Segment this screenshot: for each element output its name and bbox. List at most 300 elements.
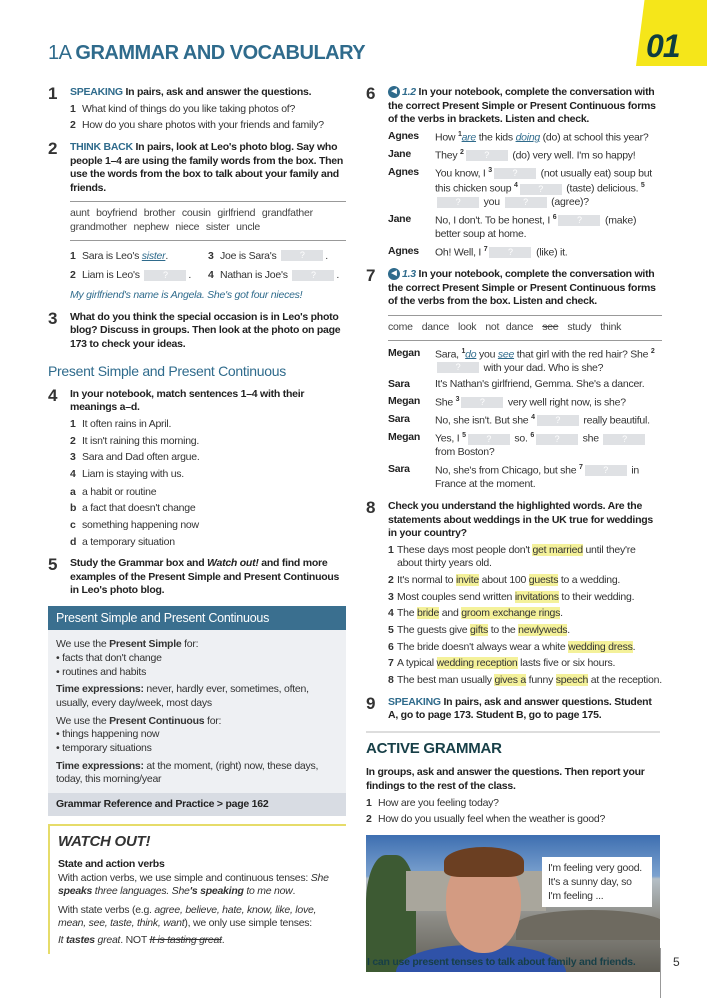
gap-number: 3 <box>455 396 460 404</box>
dialogue-line <box>388 395 662 410</box>
text-segment: are <box>461 131 477 144</box>
text-segment: you <box>481 196 503 209</box>
text-segment: sister <box>141 249 166 262</box>
exercise-1 <box>48 86 346 133</box>
right-column <box>366 86 662 972</box>
active-grammar-box <box>366 731 660 972</box>
text-segment: It is tasting great <box>149 934 222 947</box>
watch-out-box <box>48 824 346 953</box>
item-text: a fact that doesn't change <box>82 502 196 515</box>
item-number: 4 <box>70 468 76 480</box>
highlighted-word: guests <box>528 574 559 587</box>
text-segment: agree, believe, hate, know, like, love, mean, see, taste, think, want <box>58 903 317 930</box>
rich-text <box>56 638 338 652</box>
question: What kind of things do you like taking photos of? <box>82 102 296 115</box>
highlighted-word: get married <box>532 543 583 556</box>
item-text: Sara and Dad often argue. <box>82 451 200 464</box>
item-number: 2 <box>70 269 76 282</box>
highlighted-word: groom exchange rings <box>461 607 561 620</box>
text-segment: (do) at school this year? <box>540 131 649 144</box>
answer-gap[interactable]: ? <box>437 362 479 373</box>
dialogue-line <box>388 213 662 242</box>
text-segment: Nathan is Joe's <box>220 269 291 282</box>
bullet: • facts that don't change <box>56 652 162 665</box>
text-segment: that girl with the red hair? She <box>514 348 651 361</box>
item-text <box>397 641 635 655</box>
box-word: look <box>458 320 477 333</box>
gap-number: 6 <box>530 432 534 440</box>
statement <box>388 591 662 605</box>
text-segment: We use the <box>56 714 110 727</box>
item-text: something happening now <box>82 518 199 531</box>
page-number: 5 <box>673 955 680 969</box>
text-segment: do <box>465 348 477 361</box>
highlighted-word: invite <box>455 574 479 587</box>
answer-gap[interactable]: ? <box>281 250 323 261</box>
active-grammar-title: ACTIVE GRAMMAR <box>366 739 502 757</box>
text-segment: . <box>188 269 192 282</box>
statement <box>388 624 662 638</box>
can-do-statement: I can use present tenses to talk about family and friends. <box>367 956 636 968</box>
text-segment: (taste) delicious. <box>563 182 641 195</box>
item-number: 1 <box>366 796 372 809</box>
text-segment: With state verbs (e.g. <box>58 903 155 916</box>
speaker-name: Agnes <box>388 129 419 142</box>
item-number: 1 <box>70 418 76 431</box>
text-segment: Watch out! <box>207 557 259 570</box>
dialogue-text <box>435 413 650 428</box>
text-segment: tastes <box>66 934 95 947</box>
dialogue-line <box>388 148 662 163</box>
text-segment: (like) it. <box>533 246 568 259</box>
exercise-7 <box>366 268 662 492</box>
think-back-label: THINK BACK <box>70 140 133 153</box>
text-segment: see <box>497 348 515 361</box>
item-number: d <box>70 535 77 548</box>
text-segment: . <box>221 934 225 947</box>
text-segment: . <box>632 640 636 653</box>
gap-number: 2 <box>650 347 655 355</box>
box-word: think <box>600 320 622 333</box>
speaker-name: Agnes <box>388 244 419 257</box>
text-segment: doing <box>515 131 541 144</box>
meaning-item <box>70 486 346 500</box>
exercise-number: 8 <box>366 497 376 517</box>
example-sentence: My girlfriend's name is Angela. She's got four nieces! <box>70 289 303 302</box>
speaker-name: Megan <box>388 346 421 359</box>
highlighted-word: invitations <box>514 590 559 603</box>
item-text: a temporary situation <box>82 535 175 548</box>
rich-text <box>56 715 338 729</box>
highlighted-word: wedding reception <box>436 657 518 670</box>
item-number: 5 <box>388 624 394 636</box>
text-segment: about 100 <box>478 574 529 587</box>
question: How are you feeling today? <box>378 796 499 809</box>
item-number: 2 <box>388 574 394 587</box>
text-segment: Liam is Leo's <box>82 269 143 282</box>
text-segment: Present Simple <box>109 638 182 651</box>
text-segment: to me now <box>243 885 293 898</box>
highlighted-word: bride <box>417 607 440 620</box>
dialogue-text <box>435 213 662 242</box>
item-text: It often rains in April. <box>82 418 172 431</box>
gap-number: 2 <box>460 149 464 157</box>
text-segment: the kids <box>476 131 516 144</box>
answer-gap[interactable]: ? <box>537 415 579 426</box>
box-word: not dance <box>485 320 534 333</box>
text-segment: Joe is Sara's <box>220 249 280 262</box>
question: How do you usually feel when the weather is good? <box>378 813 606 826</box>
text-segment: until they're about thirty years old. <box>397 543 636 570</box>
dialogue-line <box>388 378 662 392</box>
text-segment: speaks <box>58 885 93 898</box>
instruction: What do you think the special occasion is in Leo's photo blog? Discuss in groups. Then look at the photo on page 173 to check your ideas. <box>70 310 341 350</box>
rich-text <box>58 872 338 899</box>
text-segment: (do) very well. I'm so happy! <box>509 149 636 162</box>
item-number: 3 <box>208 249 214 262</box>
item-text <box>397 607 563 621</box>
list-item <box>70 451 346 465</box>
dialogue-line <box>388 347 662 376</box>
dialogue-text <box>435 463 662 492</box>
exercise-3 <box>48 308 346 352</box>
item-number: a <box>70 485 76 498</box>
text-segment: 's speaking <box>189 885 244 898</box>
text-segment: Sara is Leo's <box>82 249 142 262</box>
meaning-item <box>70 536 346 550</box>
instruction: In groups, ask and answer the questions. Then report your findings to the rest of the class. <box>366 766 645 792</box>
highlighted-word: gives a <box>494 673 526 686</box>
text-segment: The bride doesn't always wear a white <box>397 640 569 653</box>
item-number: 1 <box>70 102 76 115</box>
item-number: b <box>70 502 77 515</box>
highlighted-word: wedding dress <box>568 640 633 653</box>
gap-number: 6 <box>552 214 557 222</box>
text-segment: How <box>435 131 458 144</box>
rich-text <box>82 250 168 264</box>
text-segment: so. <box>511 432 531 445</box>
grammar-reference-link[interactable]: Grammar Reference and Practice > page 162 <box>48 793 346 817</box>
speaker-name: Jane <box>388 148 411 161</box>
hair <box>444 847 524 877</box>
gap-number: 7 <box>579 464 583 472</box>
item-number: 3 <box>70 451 76 464</box>
speaker-name: Jane <box>388 213 411 226</box>
text-segment: . <box>165 249 169 262</box>
exercise-4 <box>48 385 346 549</box>
gap-number: 5 <box>640 182 645 190</box>
bullet: • things happening now <box>56 728 160 741</box>
rich-text <box>56 760 338 787</box>
text-segment: . <box>567 624 570 636</box>
box-word: come <box>388 320 413 333</box>
list-item <box>208 250 346 264</box>
text-segment: at the reception. <box>588 673 662 686</box>
rich-text <box>220 250 328 264</box>
audio-track[interactable]: 1.2 <box>402 86 416 98</box>
text-segment: We use the <box>56 638 110 651</box>
item-number: 2 <box>70 434 76 447</box>
text-segment: No, she isn't. But she <box>435 414 532 427</box>
item-number: 2 <box>366 813 372 826</box>
item-number: 4 <box>208 269 214 282</box>
exercise-number: 7 <box>366 266 376 286</box>
dialogue-text <box>435 347 662 376</box>
highlighted-word: speech <box>555 673 589 686</box>
answer-gap[interactable]: ? <box>603 434 645 445</box>
gap-number: 7 <box>483 245 488 253</box>
item-number: 1 <box>70 249 76 262</box>
text-segment: three languages. She <box>92 885 190 898</box>
exercise-9 <box>366 693 662 723</box>
item-number: c <box>70 518 76 531</box>
exercise-2 <box>48 138 346 303</box>
dialogue-line <box>388 166 662 210</box>
highlighted-word: gifts <box>470 624 489 636</box>
meaning-item <box>70 519 346 533</box>
text-segment: The <box>397 607 418 620</box>
rich-text <box>56 683 338 710</box>
box-word: dance <box>421 320 450 333</box>
section-heading: Present Simple and Present Continuous <box>48 362 286 379</box>
speaker-name: Sara <box>388 463 410 476</box>
exercise-number: 6 <box>366 84 376 103</box>
text-segment: she <box>579 432 602 445</box>
item-text <box>397 674 662 688</box>
rich-text <box>220 269 339 283</box>
dialogue-line <box>388 130 662 145</box>
answer-gap[interactable]: ? <box>144 270 186 281</box>
text-segment: (agree)? <box>548 196 589 209</box>
item-text <box>397 591 634 605</box>
item-number: 3 <box>388 590 394 603</box>
instruction: In your notebook, complete the conversation with the correct Present Simple or Present Continuous forms of the verbs in brackets. Listen and check. <box>388 86 656 126</box>
speech-bubble: I'm feeling very good. It's a sunny day, so I'm feeling ... <box>542 857 652 908</box>
item-number: 6 <box>388 640 394 653</box>
word-box: aunt boyfriend brother cousin girlfriend grandfather grandmother nephew niece sister uncle <box>70 201 346 240</box>
item-text: It isn't raining this morning. <box>82 434 200 447</box>
item-text <box>397 544 662 571</box>
text-segment: funny <box>526 673 556 686</box>
text-segment: great <box>94 934 121 947</box>
text-segment: It's Nathan's girlfriend, Gemma. She's a dancer. <box>435 378 645 391</box>
gap-number: 1 <box>461 347 466 355</box>
audio-icon[interactable]: ◀ <box>388 268 400 280</box>
speaker-name: Sara <box>388 378 410 391</box>
text-segment: lasts five or six hours. <box>517 657 616 670</box>
text-segment: You know, I <box>435 167 489 180</box>
question: How do you share photos with your friends and family? <box>82 119 324 132</box>
answer-gap[interactable]: ? <box>466 150 508 161</box>
dialogue-text <box>435 166 662 210</box>
lesson-title: GRAMMAR AND VOCABULARY <box>75 42 366 64</box>
left-column <box>48 86 346 954</box>
statement <box>388 657 662 671</box>
speaker-name: Megan <box>388 395 421 408</box>
dialogue-text <box>435 431 662 460</box>
text-segment: With action verbs, we use simple and continuous tenses: <box>58 871 311 884</box>
rich-text <box>70 557 346 598</box>
instruction: Check you understand the highlighted words. Are the statements about weddings in the UK true for weddings in your country? <box>388 499 654 540</box>
speaking-label: SPEAKING <box>70 86 123 98</box>
text-segment: to a wedding. <box>558 574 621 587</box>
text-segment: She <box>310 871 329 884</box>
gap-number: 3 <box>488 167 492 175</box>
text-segment: in France at the moment. <box>435 464 639 491</box>
text-segment: with your dad. Who is she? <box>481 361 604 374</box>
answer-gap[interactable]: ? <box>505 197 547 208</box>
text-segment: . <box>292 885 296 898</box>
text-segment: at the moment, (right) now, these days, today, this morning/year <box>56 759 319 786</box>
dialogue-line <box>388 413 662 428</box>
text-segment: and find more examples of the Present Simple and Present Continuous in Leo's photo blog. <box>70 557 340 597</box>
text-segment: . <box>336 269 340 282</box>
item-number: 1 <box>388 543 394 556</box>
gap-number: 4 <box>513 182 518 190</box>
exercise-number: 3 <box>48 308 58 328</box>
statement <box>388 544 662 571</box>
speaking-label: SPEAKING <box>388 695 441 708</box>
text-segment: Time expressions: <box>56 683 144 696</box>
footer-divider <box>660 948 661 998</box>
answer-gap[interactable]: ? <box>558 215 600 226</box>
page-title <box>48 40 365 66</box>
unit-number: 01 <box>646 28 680 64</box>
exercise-6 <box>366 86 662 260</box>
word-box <box>388 315 662 341</box>
item-text <box>397 624 570 638</box>
list-item <box>70 269 208 283</box>
item-text <box>397 574 620 588</box>
instruction: In your notebook, match sentences 1–4 with their meanings a–d. <box>70 387 305 414</box>
text-segment: They <box>435 149 461 162</box>
answer-gap[interactable]: ? <box>494 168 536 179</box>
item-text <box>397 657 615 671</box>
speaker-name: Agnes <box>388 166 419 179</box>
instruction: In pairs, ask and answer the questions. <box>125 86 312 98</box>
list-item <box>70 468 346 482</box>
rich-text <box>82 269 191 283</box>
answer-gap[interactable]: ? <box>461 397 503 408</box>
text-segment: . <box>325 249 328 262</box>
text-segment: ), we only use simple tenses: <box>184 917 312 930</box>
text-segment: . <box>560 607 563 620</box>
text-segment: (make) better soup at home. <box>435 214 637 241</box>
item-number: 7 <box>388 657 394 670</box>
highlighted-word: newlyweds <box>518 624 568 636</box>
statement <box>388 674 662 688</box>
text-segment: to their wedding. <box>558 590 635 603</box>
text-segment: never, hardly ever, sometimes, often, usually, every day/week, most days <box>56 683 309 709</box>
item-number: 4 <box>388 607 394 620</box>
list-item <box>208 269 346 283</box>
text-segment: These days most people don't <box>397 543 533 556</box>
item-text: Liam is staying with us. <box>82 468 184 480</box>
text-segment: It's normal to <box>397 574 456 587</box>
exercise-number: 4 <box>48 385 58 405</box>
gap-number: 4 <box>531 414 535 422</box>
dialogue-line <box>388 463 662 492</box>
dialogue-text <box>435 130 649 145</box>
bridge <box>516 910 660 940</box>
list-item <box>70 418 346 432</box>
item-number: 8 <box>388 673 394 686</box>
speaker-name: Megan <box>388 431 421 444</box>
answer-gap[interactable]: ? <box>585 465 627 476</box>
lesson-code: 1A <box>48 42 71 64</box>
box-word: see <box>542 320 559 333</box>
text-segment: and <box>439 607 462 620</box>
text-segment: you <box>476 348 498 361</box>
text-segment: No, I don't. To be honest, I <box>435 214 553 227</box>
audio-track[interactable]: 1.3 <box>402 268 416 281</box>
audio-icon[interactable]: ◀ <box>388 86 400 98</box>
statement <box>388 641 662 655</box>
watch-out-subtitle: State and action verbs <box>58 857 165 870</box>
text-segment: for: <box>181 638 199 651</box>
speaker-name: Sara <box>388 413 410 426</box>
dialogue-text <box>435 148 635 163</box>
text-segment: very well right now, is she? <box>505 396 626 409</box>
text-segment: Time expressions: <box>56 759 144 772</box>
text-segment: . NOT <box>120 934 150 947</box>
rich-text <box>58 934 338 948</box>
rich-text <box>58 904 338 931</box>
text-segment: to the <box>488 624 519 636</box>
watch-out-title: WATCH OUT! <box>58 833 151 851</box>
answer-gap[interactable]: ? <box>292 270 334 281</box>
instruction: In your notebook, complete the conversation with the correct Present Simple or Present Continuous forms of the verbs from the box. Listen and check. <box>388 268 656 308</box>
dialogue-text <box>435 245 567 260</box>
statement <box>388 574 662 588</box>
grammar-box <box>48 606 346 816</box>
text-segment: Most couples send written <box>397 590 515 603</box>
text-segment: (not usually eat) soup but this chicken soup <box>435 167 652 195</box>
exercise-number: 5 <box>48 555 58 575</box>
exercise-number: 9 <box>366 693 376 713</box>
gap-number: 1 <box>457 130 462 138</box>
list-item <box>70 250 208 264</box>
text-segment: A typical <box>397 657 437 670</box>
answer-gap[interactable]: ? <box>520 184 562 195</box>
meaning-item <box>70 502 346 516</box>
dialogue-text <box>435 378 644 392</box>
answer-gap[interactable]: ? <box>489 247 531 258</box>
text-segment: Yes, I <box>435 432 463 445</box>
exercise-number: 2 <box>48 138 58 158</box>
exercise-5 <box>48 557 346 598</box>
list-item <box>70 435 346 449</box>
dialogue-line <box>388 245 662 260</box>
instruction: In pairs, look at Leo's photo blog. Say who people 1–4 are using the family words from the box. Then use the words from the box to talk about your family and friends. <box>70 140 344 194</box>
text-segment: Oh! Well, I <box>435 246 484 259</box>
answer-gap[interactable]: ? <box>468 434 510 445</box>
box-word: study <box>567 320 592 333</box>
text-segment: Sara, <box>435 348 462 361</box>
exercise-number: 1 <box>48 84 58 103</box>
exercise-8 <box>366 497 662 688</box>
text-segment: No, she's from Chicago, but she <box>435 464 579 477</box>
gap-number: 5 <box>462 432 466 440</box>
answer-gap[interactable]: ? <box>536 434 578 445</box>
dialogue-line <box>388 431 662 460</box>
text-segment: She <box>435 396 456 409</box>
item-text: a habit or routine <box>82 485 157 498</box>
text-segment: Present Continuous <box>109 714 205 727</box>
text-segment: really beautiful. <box>580 414 650 427</box>
answer-gap[interactable]: ? <box>437 197 479 208</box>
text-segment: Study the Grammar box and <box>70 557 208 570</box>
